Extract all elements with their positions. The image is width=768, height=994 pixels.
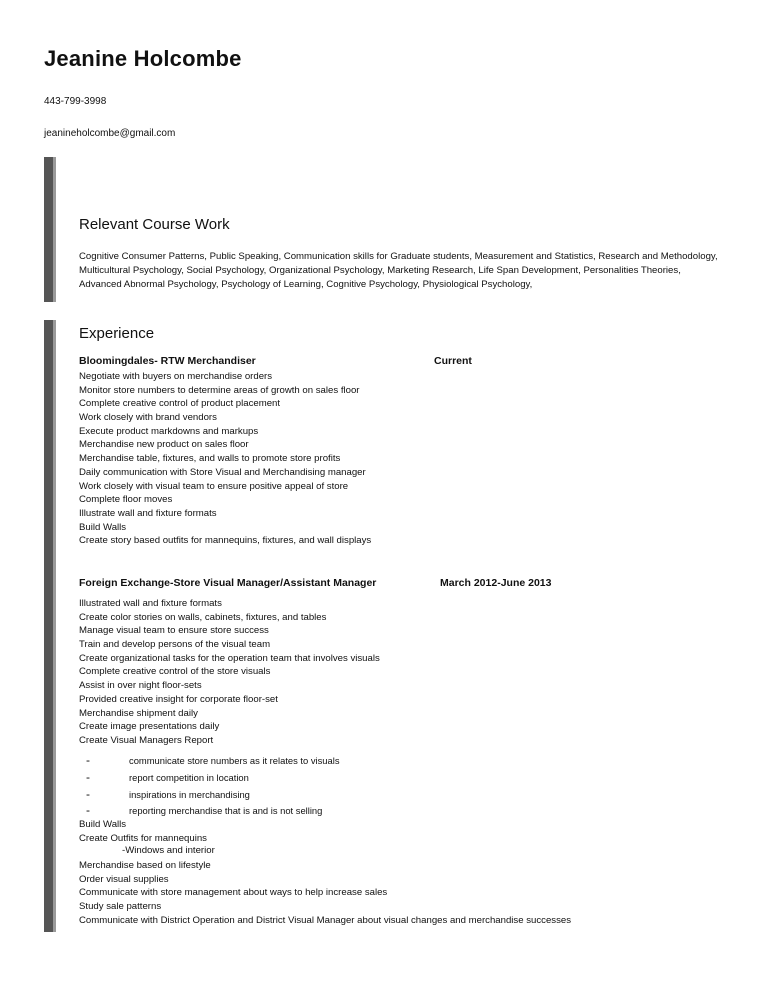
duty-item: Create story based outfits for mannequins, fixtures, and wall displays [79,535,372,547]
duty-item: Merchandise shipment daily [79,707,198,719]
sub-duty-text: reporting merchandise that is and is not selling [129,805,323,817]
duty-item: Merchandise new product on sales floor [79,439,249,451]
duty-item: Complete creative control of the store visuals [79,666,271,678]
coursework-text: Cognitive Consumer Patterns, Public Speaking, Communication skills for Graduate students, Measurement and Statistics, Research and Methodology, Multicultural Psychology, Social Psychology, Organizational Psychology, Marketing Research, Life Span Development, Personalities Theories, Advanced Abnormal Psychology, Psychology of Learning, Cognitive Psychology, Physiological Psychology, [79,251,718,290]
duty-item: Create Outfits for mannequins [79,832,207,844]
section-accent-bar [44,320,56,932]
indented-note: -Windows and interior [122,845,215,856]
job-title: Foreign Exchange-Store Visual Manager/Assistant Manager [79,577,377,589]
sub-duty-text: inspirations in merchandising [129,788,250,800]
duty-item: Work closely with brand vendors [79,412,217,424]
job-date: March 2012-June 2013 [440,577,552,589]
duty-item: Execute product markdowns and markups [79,425,259,437]
section-accent-bar [44,157,56,302]
sub-duty-item [86,752,340,769]
duty-item: Merchandise based on lifestyle [79,860,211,871]
duty-item: Communicate with District Operation and District Visual Manager about visual changes and merchandise successes [79,914,572,926]
duty-item: Work closely with visual team to ensure positive appeal of store [79,480,349,492]
duty-item: Negotiate with buyers on merchandise orders [79,371,273,382]
email-address: jeanineholcombe@gmail.com [44,128,176,139]
visual-report-sublist [86,752,340,819]
candidate-name: Jeanine Holcombe [44,46,242,71]
duty-item: Monitor store numbers to determine areas of growth on sales floor [79,384,360,396]
duty-item: Build Walls [79,819,127,830]
job-duties [79,818,207,845]
duty-item: Study sale patterns [79,901,162,913]
duty-item: Create organizational tasks for the operation team that involves visuals [79,652,380,664]
duty-item: Complete creative control of product placement [79,398,281,410]
coursework-heading: Relevant Course Work [79,216,230,233]
duty-item: Order visual supplies [79,873,169,885]
duty-item: Assist in over night floor-sets [79,680,202,692]
duty-item: Complete floor moves [79,494,173,506]
duty-item: Build Walls [79,521,127,533]
experience-heading: Experience [79,325,155,342]
duty-item: Illustrate wall and fixture formats [79,507,217,519]
duty-item: Create Visual Managers Report [79,734,214,746]
duty-item: Illustrated wall and fixture formats [79,598,222,609]
phone-number: 443-799-3998 [44,96,107,107]
duty-item: Communicate with store management about ways to help increase sales [79,887,388,899]
duty-item: Create image presentations daily [79,721,220,733]
job-title: Bloomingdales- RTW Merchandiser [79,355,256,367]
duty-item: Create color stories on walls, cabinets, fixtures, and tables [79,611,327,623]
dash-bullet: - [86,803,90,818]
duty-item: Provided creative insight for corporate floor-set [79,693,278,705]
sub-duty-item [86,769,340,786]
job-duties [79,597,380,748]
sub-duty-item [86,786,340,803]
sub-duty-text: communicate store numbers as it relates to visuals [129,755,340,766]
duty-item: Train and develop persons of the visual team [79,639,271,651]
dash-bullet: - [86,786,90,801]
duty-item: Daily communication with Store Visual and Merchandising manager [79,466,366,478]
job-duties [79,370,371,548]
duty-item: Merchandise table, fixtures, and walls to promote store profits [79,453,341,465]
sub-duty-item [86,802,340,819]
job-date: Current [434,355,472,367]
sub-duty-text: report competition in location [129,771,249,783]
dash-bullet: - [86,769,90,784]
duty-item: Manage visual team to ensure store success [79,625,269,637]
dash-bullet: - [86,753,90,767]
job-duties [79,859,571,927]
